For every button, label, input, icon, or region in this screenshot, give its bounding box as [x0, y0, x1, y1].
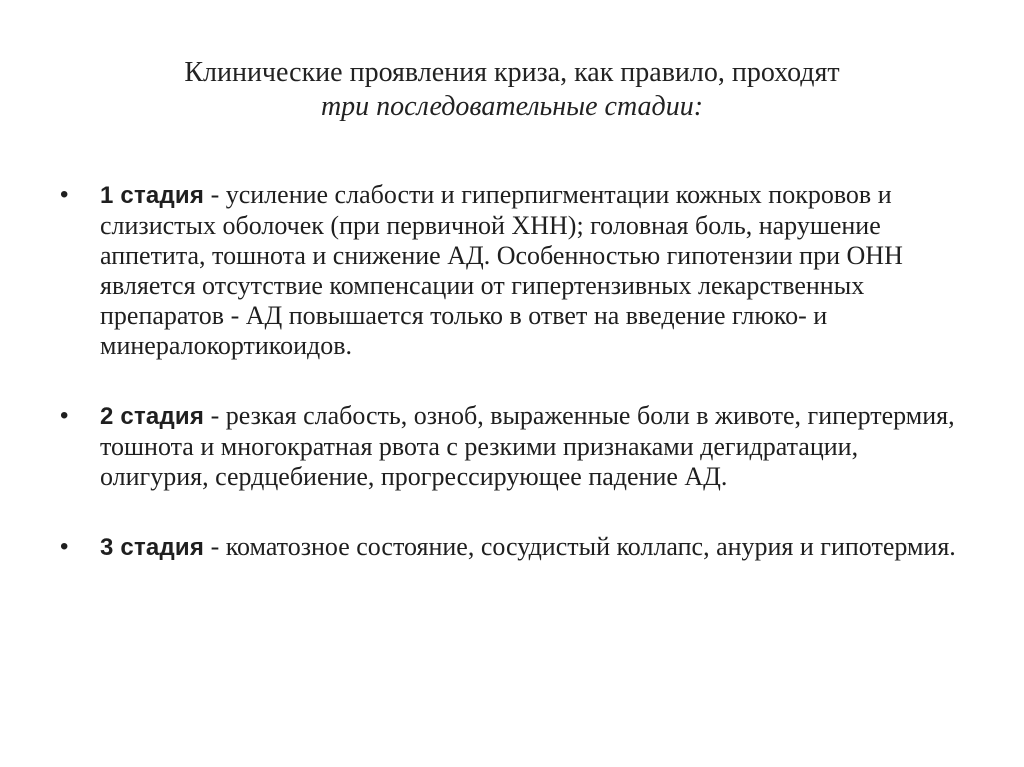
stage-description: - резкая слабость, озноб, выраженные боли в животе, гипертермия, тошнота и многократная рвота с резкими признаками дегидратации, олигурия, сердцебиение, прогрессирующее падение АД. — [100, 401, 955, 491]
stage-label: 1 стадия — [100, 182, 205, 209]
stage-label: 3 стадия — [100, 534, 205, 561]
stage-item-2 — [60, 401, 960, 492]
bullet-icon: • — [60, 533, 69, 560]
stage-item-3 — [60, 532, 960, 563]
title-line-1: Клинические проявления криза, как правило, проходят — [184, 57, 840, 88]
bullet-icon: • — [60, 181, 69, 208]
stage-list — [60, 180, 960, 603]
slide-title — [60, 56, 964, 124]
stage-label: 2 стадия — [100, 403, 205, 430]
bullet-icon: • — [60, 402, 69, 429]
title-line-2: три последовательные стадии: — [320, 91, 704, 122]
stage-description: - усиление слабости и гиперпигментации кожных покровов и слизистых оболочек (при первичной ХНН); головная боль, нарушение аппетита, тошнота и снижение АД. Особенностью гипотензии при ОНН является отсутствие компенсации от гипертензивных лекарственных препаратов - АД повышается только в ответ на введение глюко- и минералокортикоидов. — [100, 180, 903, 360]
stage-description: - коматозное состояние, сосудистый коллапс, анурия и гипотермия. — [204, 532, 956, 561]
stage-item-1 — [60, 180, 960, 361]
